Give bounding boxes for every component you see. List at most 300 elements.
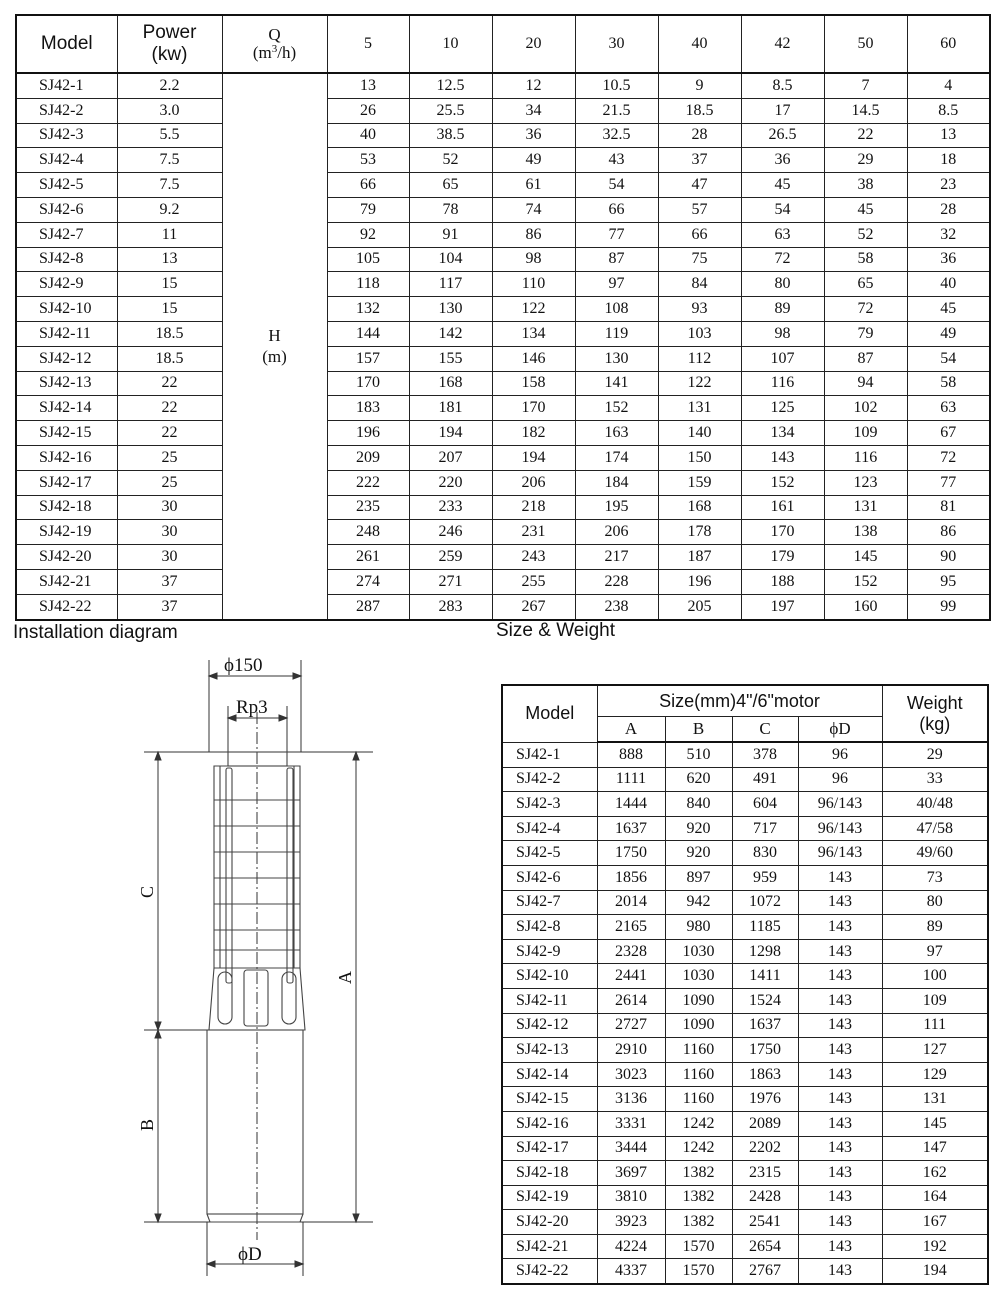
head-value-cell: 116: [824, 445, 907, 470]
size-b-cell: 1382: [665, 1161, 732, 1186]
weight-cell: 33: [882, 767, 988, 792]
power-cell: 37: [117, 594, 222, 619]
size-model-cell: SJ42-10: [502, 964, 597, 989]
size-a-header: A: [597, 717, 665, 743]
head-value-cell: 66: [575, 197, 658, 222]
head-value-cell: 86: [907, 520, 990, 545]
size-b-cell: 1160: [665, 1038, 732, 1063]
head-value-cell: 26: [327, 98, 409, 123]
size-d-cell: 96/143: [798, 841, 882, 866]
head-value-cell: 79: [824, 321, 907, 346]
weight-header: [882, 685, 988, 742]
model-cell: SJ42-10: [16, 297, 117, 322]
size-row: [502, 988, 988, 1013]
head-value-cell: 157: [327, 346, 409, 371]
head-value-cell: 170: [741, 520, 824, 545]
size-d-cell: 143: [798, 939, 882, 964]
model-cell: SJ42-9: [16, 272, 117, 297]
head-value-cell: 23: [907, 173, 990, 198]
size-c-cell: 1976: [732, 1087, 798, 1112]
power-cell: 7.5: [117, 173, 222, 198]
size-row: [502, 1013, 988, 1038]
head-value-cell: 107: [741, 346, 824, 371]
size-row: [502, 915, 988, 940]
head-value-cell: 4: [907, 73, 990, 98]
head-value-cell: 10.5: [575, 73, 658, 98]
model-cell: SJ42-14: [16, 396, 117, 421]
dimension-b-label: B: [137, 1118, 157, 1131]
head-value-cell: 66: [327, 173, 409, 198]
head-value-cell: 74: [492, 197, 575, 222]
flow-header: [222, 15, 327, 73]
head-value-cell: 271: [409, 569, 492, 594]
head-value-cell: 54: [907, 346, 990, 371]
flow-header-label: Q: [268, 25, 281, 44]
outlet-label: Rp3: [236, 697, 268, 718]
head-value-cell: 197: [741, 594, 824, 619]
size-row: [502, 939, 988, 964]
head-value-cell: 255: [492, 569, 575, 594]
size-row: [502, 1111, 988, 1136]
size-c-cell: 1185: [732, 915, 798, 940]
flow-value-header: 30: [575, 15, 658, 73]
power-cell: 5.5: [117, 123, 222, 148]
size-d-cell: 143: [798, 964, 882, 989]
size-row: [502, 890, 988, 915]
size-b-cell: 1030: [665, 939, 732, 964]
head-value-cell: 45: [741, 173, 824, 198]
size-d-cell: 96/143: [798, 816, 882, 841]
size-row: [502, 792, 988, 817]
size-row: [502, 1136, 988, 1161]
weight-cell: 49/60: [882, 841, 988, 866]
model-cell: SJ42-21: [16, 569, 117, 594]
head-value-cell: 206: [492, 470, 575, 495]
size-b-cell: 1382: [665, 1185, 732, 1210]
head-value-cell: 80: [741, 272, 824, 297]
head-value-cell: 25.5: [409, 98, 492, 123]
head-value-cell: 103: [658, 321, 741, 346]
weight-cell: 167: [882, 1210, 988, 1235]
size-b-cell: 1090: [665, 1013, 732, 1038]
head-value-cell: 178: [658, 520, 741, 545]
flow-value-header: 10: [409, 15, 492, 73]
performance-row: [16, 222, 990, 247]
head-value-cell: 63: [741, 222, 824, 247]
size-model-cell: SJ42-5: [502, 841, 597, 866]
weight-cell: 100: [882, 964, 988, 989]
size-model-cell: SJ42-21: [502, 1234, 597, 1259]
size-a-cell: 3136: [597, 1087, 665, 1112]
weight-cell: 47/58: [882, 816, 988, 841]
performance-row: [16, 247, 990, 272]
flow-header-unit: $(m^3/h)$: [252, 43, 297, 62]
size-a-cell: 1637: [597, 816, 665, 841]
head-value-cell: 18.5: [658, 98, 741, 123]
model-cell: SJ42-7: [16, 222, 117, 247]
size-c-cell: 2202: [732, 1136, 798, 1161]
performance-row: [16, 123, 990, 148]
size-a-cell: 4224: [597, 1234, 665, 1259]
size-b-cell: 897: [665, 865, 732, 890]
head-value-cell: 43: [575, 148, 658, 173]
size-a-cell: 3331: [597, 1111, 665, 1136]
weight-cell: 111: [882, 1013, 988, 1038]
size-weight-table: [501, 684, 989, 1285]
head-value-cell: 174: [575, 445, 658, 470]
head-value-cell: 26.5: [741, 123, 824, 148]
size-table-body: [502, 742, 988, 1284]
head-value-cell: 142: [409, 321, 492, 346]
head-value-cell: 8.5: [741, 73, 824, 98]
size-a-cell: 888: [597, 742, 665, 767]
size-d-cell: 143: [798, 1259, 882, 1284]
model-cell: SJ42-6: [16, 197, 117, 222]
size-c-cell: 2089: [732, 1111, 798, 1136]
size-d-cell: 143: [798, 1210, 882, 1235]
head-value-cell: 89: [741, 297, 824, 322]
size-model-cell: SJ42-8: [502, 915, 597, 940]
performance-row: [16, 520, 990, 545]
size-c-cell: 2428: [732, 1185, 798, 1210]
power-cell: 22: [117, 396, 222, 421]
size-b-header: B: [665, 717, 732, 743]
head-value-cell: 134: [741, 421, 824, 446]
power-cell: 22: [117, 421, 222, 446]
head-value-cell: 40: [907, 272, 990, 297]
head-value-cell: 79: [327, 197, 409, 222]
size-d-cell: 143: [798, 1038, 882, 1063]
dimension-a-label: A: [335, 971, 355, 984]
performance-row: [16, 73, 990, 98]
size-row: [502, 767, 988, 792]
size-d-header: ϕD: [798, 717, 882, 743]
head-value-cell: 117: [409, 272, 492, 297]
weight-cell: 192: [882, 1234, 988, 1259]
weight-cell: 109: [882, 988, 988, 1013]
power-cell: 30: [117, 545, 222, 570]
size-row: [502, 964, 988, 989]
size-d-cell: 143: [798, 915, 882, 940]
head-value-cell: 78: [409, 197, 492, 222]
model-cell: SJ42-2: [16, 98, 117, 123]
size-b-cell: 840: [665, 792, 732, 817]
size-model-cell: SJ42-17: [502, 1136, 597, 1161]
head-value-cell: 143: [741, 445, 824, 470]
power-cell: 37: [117, 569, 222, 594]
size-model-cell: SJ42-3: [502, 792, 597, 817]
model-cell: SJ42-16: [16, 445, 117, 470]
head-value-cell: 81: [907, 495, 990, 520]
head-value-cell: 168: [409, 371, 492, 396]
performance-row: [16, 569, 990, 594]
weight-cell: 29: [882, 742, 988, 767]
size-a-cell: 3923: [597, 1210, 665, 1235]
power-cell: 13: [117, 247, 222, 272]
head-value-cell: 233: [409, 495, 492, 520]
head-value-cell: 38.5: [409, 123, 492, 148]
size-model-cell: SJ42-4: [502, 816, 597, 841]
power-cell: 15: [117, 272, 222, 297]
head-value-cell: 130: [409, 297, 492, 322]
head-value-cell: 91: [409, 222, 492, 247]
weight-cell: 89: [882, 915, 988, 940]
head-value-cell: 49: [492, 148, 575, 173]
size-row: [502, 1161, 988, 1186]
head-value-cell: 9: [658, 73, 741, 98]
head-value-cell: 163: [575, 421, 658, 446]
head-value-cell: 205: [658, 594, 741, 619]
head-value-cell: 238: [575, 594, 658, 619]
size-b-cell: 1382: [665, 1210, 732, 1235]
head-value-cell: 102: [824, 396, 907, 421]
head-value-cell: 259: [409, 545, 492, 570]
flow-value-header: 40: [658, 15, 741, 73]
head-value-cell: 122: [492, 297, 575, 322]
weight-cell: 145: [882, 1111, 988, 1136]
head-value-cell: 283: [409, 594, 492, 619]
weight-header-unit: (kg): [919, 713, 951, 734]
performance-row: [16, 495, 990, 520]
size-row: [502, 742, 988, 767]
size-c-cell: 959: [732, 865, 798, 890]
head-value-cell: 187: [658, 545, 741, 570]
head-value-cell: 246: [409, 520, 492, 545]
performance-row: [16, 445, 990, 470]
head-value-cell: 161: [741, 495, 824, 520]
model-cell: SJ42-4: [16, 148, 117, 173]
size-b-cell: 980: [665, 915, 732, 940]
size-model-cell: SJ42-2: [502, 767, 597, 792]
head-value-cell: 72: [907, 445, 990, 470]
size-model-header: Model: [502, 685, 597, 742]
head-value-cell: 63: [907, 396, 990, 421]
head-value-cell: 209: [327, 445, 409, 470]
size-b-cell: 920: [665, 841, 732, 866]
power-cell: 15: [117, 297, 222, 322]
head-value-cell: 194: [492, 445, 575, 470]
size-row: [502, 1038, 988, 1063]
model-cell: SJ42-12: [16, 346, 117, 371]
head-value-cell: 29: [824, 148, 907, 173]
size-a-cell: 2441: [597, 964, 665, 989]
size-a-cell: 1444: [597, 792, 665, 817]
head-value-cell: 119: [575, 321, 658, 346]
power-cell: 18.5: [117, 346, 222, 371]
weight-cell: 97: [882, 939, 988, 964]
head-value-cell: 243: [492, 545, 575, 570]
power-cell: 30: [117, 495, 222, 520]
model-cell: SJ42-15: [16, 421, 117, 446]
head-value-cell: 58: [907, 371, 990, 396]
head-value-cell: 222: [327, 470, 409, 495]
head-value-cell: 235: [327, 495, 409, 520]
head-value-cell: 160: [824, 594, 907, 619]
head-value-cell: 218: [492, 495, 575, 520]
head-value-cell: 45: [907, 297, 990, 322]
performance-row: [16, 272, 990, 297]
performance-row: [16, 371, 990, 396]
head-value-cell: 170: [492, 396, 575, 421]
size-c-cell: 1411: [732, 964, 798, 989]
head-value-cell: 196: [327, 421, 409, 446]
size-a-cell: 2328: [597, 939, 665, 964]
head-value-cell: 181: [409, 396, 492, 421]
size-b-cell: 920: [665, 816, 732, 841]
head-value-cell: 195: [575, 495, 658, 520]
flow-value-header: 60: [907, 15, 990, 73]
pump-illustration: [207, 752, 305, 1222]
head-value-cell: 159: [658, 470, 741, 495]
performance-row: [16, 197, 990, 222]
size-model-cell: SJ42-11: [502, 988, 597, 1013]
size-row: [502, 841, 988, 866]
head-value-cell: 112: [658, 346, 741, 371]
power-cell: 25: [117, 445, 222, 470]
head-value-cell: 34: [492, 98, 575, 123]
head-value-cell: 61: [492, 173, 575, 198]
head-value-cell: 122: [658, 371, 741, 396]
installation-diagram-title: Installation diagram: [13, 622, 178, 643]
head-value-cell: 65: [409, 173, 492, 198]
size-row: [502, 1087, 988, 1112]
head-value-cell: 134: [492, 321, 575, 346]
power-header: [117, 15, 222, 73]
head-value-cell: 109: [824, 421, 907, 446]
head-value-cell: 58: [824, 247, 907, 272]
dimension-c-label: C: [137, 885, 157, 898]
size-c-cell: 717: [732, 816, 798, 841]
head-value-cell: 98: [741, 321, 824, 346]
performance-row: [16, 98, 990, 123]
head-value-cell: 36: [741, 148, 824, 173]
size-c-cell: 830: [732, 841, 798, 866]
power-cell: 22: [117, 371, 222, 396]
size-b-cell: 1570: [665, 1234, 732, 1259]
size-a-cell: 2014: [597, 890, 665, 915]
head-value-cell: 32.5: [575, 123, 658, 148]
performance-row: [16, 321, 990, 346]
size-c-header: C: [732, 717, 798, 743]
size-model-cell: SJ42-14: [502, 1062, 597, 1087]
head-value-cell: 57: [658, 197, 741, 222]
size-a-cell: 4337: [597, 1259, 665, 1284]
weight-header-label: Weight: [906, 692, 963, 713]
head-value-cell: 98: [492, 247, 575, 272]
head-value-cell: 94: [824, 371, 907, 396]
size-a-cell: 2910: [597, 1038, 665, 1063]
head-value-cell: 228: [575, 569, 658, 594]
performance-row: [16, 421, 990, 446]
head-value-cell: 155: [409, 346, 492, 371]
head-value-cell: 188: [741, 569, 824, 594]
head-value-cell: 150: [658, 445, 741, 470]
size-d-cell: 143: [798, 988, 882, 1013]
size-b-cell: 1090: [665, 988, 732, 1013]
size-d-cell: 143: [798, 1062, 882, 1087]
size-model-cell: SJ42-6: [502, 865, 597, 890]
weight-cell: 73: [882, 865, 988, 890]
head-value-cell: 77: [907, 470, 990, 495]
head-value-cell: 130: [575, 346, 658, 371]
size-c-cell: 1298: [732, 939, 798, 964]
installation-diagram: [100, 648, 420, 1288]
size-c-cell: 2541: [732, 1210, 798, 1235]
performance-row: [16, 173, 990, 198]
flow-value-header: 42: [741, 15, 824, 73]
head-value-cell: 138: [824, 520, 907, 545]
size-row: [502, 1210, 988, 1235]
performance-row: [16, 470, 990, 495]
weight-cell: 80: [882, 890, 988, 915]
size-a-cell: 1856: [597, 865, 665, 890]
head-value-cell: 179: [741, 545, 824, 570]
head-value-cell: 87: [824, 346, 907, 371]
model-cell: SJ42-11: [16, 321, 117, 346]
size-b-cell: 1242: [665, 1136, 732, 1161]
head-value-cell: 105: [327, 247, 409, 272]
head-value-cell: 86: [492, 222, 575, 247]
head-value-cell: 47: [658, 173, 741, 198]
size-a-cell: 2727: [597, 1013, 665, 1038]
head-value-cell: 131: [824, 495, 907, 520]
size-c-cell: 1637: [732, 1013, 798, 1038]
performance-row: [16, 545, 990, 570]
head-value-cell: 132: [327, 297, 409, 322]
performance-row: [16, 148, 990, 173]
head-value-cell: 45: [824, 197, 907, 222]
size-row: [502, 865, 988, 890]
size-header-row: [502, 685, 988, 717]
bottom-diameter-label: ϕD: [238, 1244, 262, 1265]
size-a-cell: 3023: [597, 1062, 665, 1087]
power-cell: 18.5: [117, 321, 222, 346]
head-value-cell: 125: [741, 396, 824, 421]
model-cell: SJ42-1: [16, 73, 117, 98]
head-value-cell: 184: [575, 470, 658, 495]
head-value-cell: 28: [907, 197, 990, 222]
size-a-cell: 1750: [597, 841, 665, 866]
head-value-cell: 12: [492, 73, 575, 98]
size-b-cell: 1160: [665, 1062, 732, 1087]
size-c-cell: 2767: [732, 1259, 798, 1284]
size-b-cell: 942: [665, 890, 732, 915]
head-value-cell: 267: [492, 594, 575, 619]
size-row: [502, 1185, 988, 1210]
head-value-cell: 32: [907, 222, 990, 247]
size-weight-title: Size & Weight: [496, 620, 615, 641]
head-value-cell: 97: [575, 272, 658, 297]
size-model-cell: SJ42-9: [502, 939, 597, 964]
flow-value-header: 50: [824, 15, 907, 73]
head-value-cell: 116: [741, 371, 824, 396]
head-value-cell: 141: [575, 371, 658, 396]
head-value-cell: 75: [658, 247, 741, 272]
power-cell: 2.2: [117, 73, 222, 98]
power-cell: 3.0: [117, 98, 222, 123]
model-cell: SJ42-20: [16, 545, 117, 570]
head-value-cell: 12.5: [409, 73, 492, 98]
size-c-cell: 2654: [732, 1234, 798, 1259]
head-label: H: [268, 326, 281, 346]
size-row: [502, 816, 988, 841]
size-b-cell: 1242: [665, 1111, 732, 1136]
head-value-cell: 52: [824, 222, 907, 247]
size-a-cell: 3697: [597, 1161, 665, 1186]
head-value-cell: 92: [327, 222, 409, 247]
head-value-cell: 152: [741, 470, 824, 495]
performance-row: [16, 297, 990, 322]
